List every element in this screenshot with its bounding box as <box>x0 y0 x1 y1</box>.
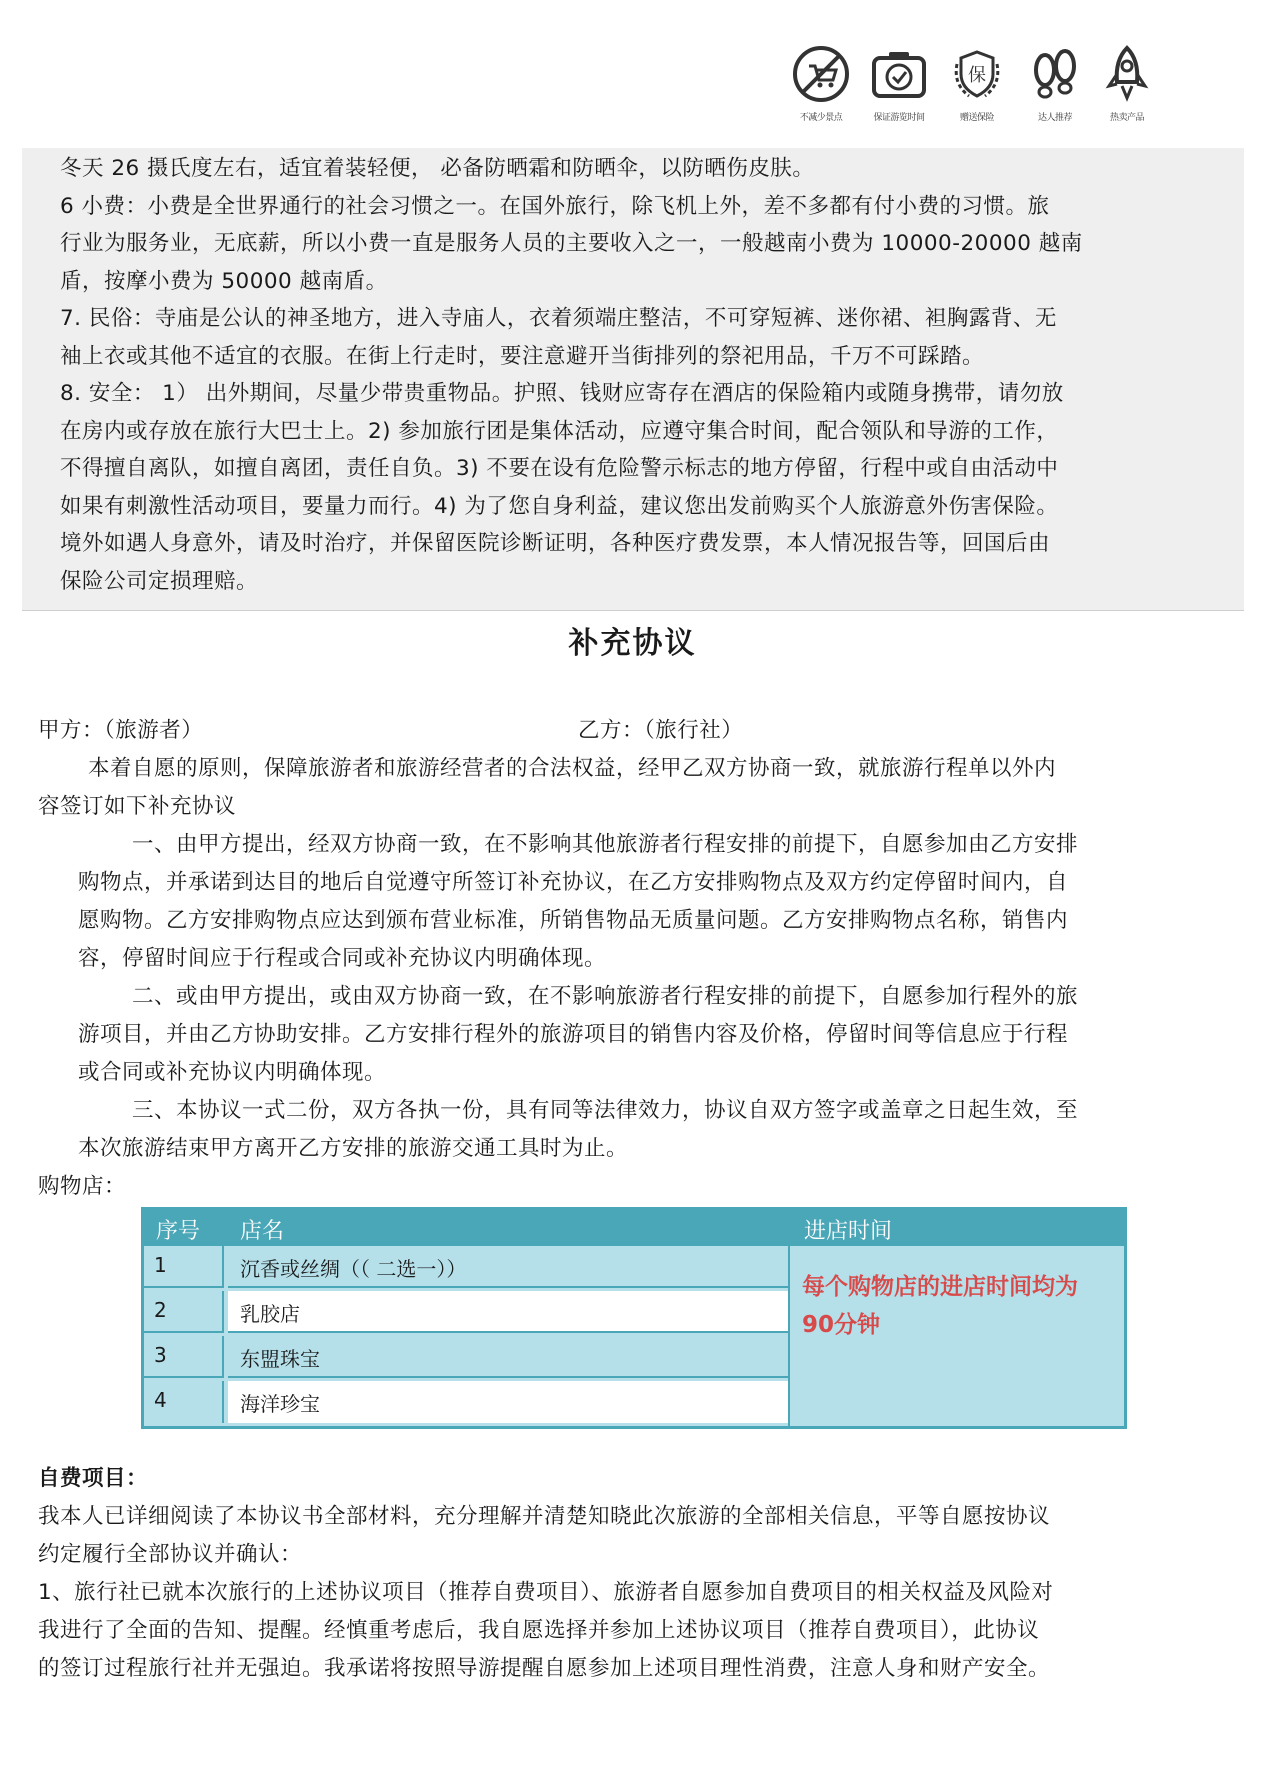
badge-label: 热卖产品 <box>1109 113 1144 123</box>
notice-line: 6 小费：小费是全世界通行的社会习惯之一。在国外旅行，除飞机上外，差不多都有付小费的习惯。旅 <box>60 194 1050 219</box>
notice-line: 袖上衣或其他不适宜的衣服。在街上行走时，要注意避开当街排列的祭祀用品，千万不可踩踏。 <box>60 344 985 369</box>
no-shopping-icon <box>791 44 851 104</box>
party-a: 甲方：（旅游者） <box>38 718 204 743</box>
row-number: 4 <box>144 1381 224 1423</box>
notice-line: 不得擅自离队，如擅自离团，责任自负。3) 不要在设有危险警示标志的地方停留，行程中或自由活动中 <box>60 456 1059 481</box>
self-pay-line: 我进行了全面的告知、提醒。经慎重考虑后，我自愿选择并参加上述协议项目（推荐自费项目），此协议 <box>38 1618 1040 1643</box>
row-number: 2 <box>144 1291 224 1333</box>
clause-line: 愿购物。乙方安排购物点应达到颁布营业标准，所销售物品无质量问题。乙方安排购物点名称，销售内 <box>78 908 1069 933</box>
badge-label: 不减少景点 <box>799 113 843 123</box>
self-pay-line: 1、旅行社已就本次旅行的上述协议项目（推荐自费项目）、旅游者自愿参加自费项目的相关权益及风险对 <box>38 1580 1054 1605</box>
notice-line: 在房内或存放在旅行大巴士上。2) 参加旅行团是集体活动，应遵守集合时间，配合领队和导游的工作， <box>60 419 1059 444</box>
row-number: 3 <box>144 1336 224 1378</box>
travel-notice-box <box>22 148 1244 611</box>
footprints-icon <box>1025 44 1085 104</box>
table-row <box>144 1291 788 1333</box>
notice-line: 8. 安全： 1） 出外期间，尽量少带贵重物品。护照、钱财应寄存在酒店的保险箱内或随身携带，请勿放 <box>60 381 1064 406</box>
table-header <box>144 1210 1124 1246</box>
entry-time-note-line: 90分钟 <box>802 1312 881 1338</box>
party-b: 乙方：（旅行社） <box>578 718 744 743</box>
notice-line: 冬天 26 摄氏度左右，适宜着装轻便， 必备防晒霜和防晒伞，以防晒伤皮肤。 <box>60 156 815 181</box>
clause-line: 二、或由甲方提出，或由双方协商一致，在不影响旅游者行程安排的前提下，自愿参加行程外的旅 <box>132 984 1079 1009</box>
camera-check-icon <box>869 44 929 104</box>
clause-line: 容，停留时间应于行程或合同或补充协议内明确体现。 <box>78 946 607 971</box>
page-title: 补充协议 <box>568 626 697 661</box>
shop-table <box>141 1207 1127 1429</box>
self-pay-line: 约定履行全部协议并确认： <box>38 1542 303 1567</box>
entry-time-note-line: 每个购物店的进店时间均为 <box>802 1274 1078 1300</box>
badge-insurance <box>942 44 1012 132</box>
table-row <box>144 1336 788 1378</box>
self-pay-line: 我本人已详细阅读了本协议书全部材料，充分理解并清楚知晓此次旅游的全部相关信息，平等自愿按协议 <box>38 1504 1051 1529</box>
notice-line: 境外如遇人身意外，请及时治疗，并保留医院诊断证明，各种医疗费发票，本人情况报告等，回国后由 <box>60 531 1051 556</box>
badge-no-shopping <box>786 44 856 132</box>
header-number: 序号 <box>156 1219 201 1244</box>
table-row <box>144 1381 788 1423</box>
notice-line: 盾，按摩小费为 50000 越南盾。 <box>60 269 388 294</box>
clause-line: 购物点，并承诺到达目的地后自觉遵守所签订补充协议，在乙方安排购物点及双方约定停留时间内，自 <box>78 870 1069 895</box>
badge-hot <box>1092 44 1162 132</box>
notice-line: 行业为服务业，无底薪，所以小费一直是服务人员的主要收入之一，一般越南小费为 10000-20000 越南 <box>60 231 1083 256</box>
intro-line: 本着自愿的原则，保障旅游者和旅游经营者的合法权益，经甲乙双方协商一致，就旅游行程单以外内 <box>88 756 1057 781</box>
badge-label: 达人推荐 <box>1037 113 1072 123</box>
clause-line: 本次旅游结束甲方离开乙方安排的旅游交通工具时为止。 <box>78 1136 629 1161</box>
notice-line: 7. 民俗：寺庙是公认的神圣地方，进入寺庙人，衣着须端庄整洁，不可穿短裤、迷你裙、袒胸露背、无 <box>60 306 1057 331</box>
badge-time <box>864 44 934 132</box>
clause-line: 游项目，并由乙方协助安排。乙方安排行程外的旅游项目的销售内容及价格，停留时间等信息应于行程 <box>78 1022 1069 1047</box>
badge-label: 赠送保险 <box>959 113 994 123</box>
self-pay-heading: 自费项目： <box>38 1466 149 1491</box>
clause-line: 三、本协议一式二份，双方各执一份，具有同等法律效力，协议自双方签字或盖章之日起生效，至 <box>132 1098 1079 1123</box>
intro-line: 容签订如下补充协议 <box>38 794 237 819</box>
clause-line: 或合同或补充协议内明确体现。 <box>78 1060 387 1085</box>
clause-line: 一、由甲方提出，经双方协商一致，在不影响其他旅游者行程安排的前提下，自愿参加由乙方安排 <box>132 832 1079 857</box>
header-entry-time: 进店时间 <box>804 1219 893 1244</box>
rocket-icon <box>1097 44 1157 104</box>
notice-line: 如果有刺激性活动项目，要量力而行。4) 为了您自身利益，建议您出发前购买个人旅游意外伤害保险。 <box>60 494 1059 519</box>
row-shop-name: 乳胶店 <box>228 1291 788 1333</box>
row-shop-name: 海洋珍宝 <box>228 1381 788 1423</box>
row-shop-name: 沉香或丝绸（（ 二选一）） <box>228 1246 788 1288</box>
row-number: 1 <box>144 1246 224 1288</box>
badge-label: 保证游览时间 <box>873 113 925 123</box>
notice-line: 保险公司定损理赔。 <box>60 569 259 594</box>
svg-text:保: 保 <box>968 65 986 86</box>
row-shop-name: 东盟珠宝 <box>228 1336 788 1378</box>
feature-badges <box>786 44 1162 132</box>
self-pay-line: 的签订过程旅行社并无强迫。我承诺将按照导游提醒自愿参加上述项目理性消费，注意人身和财产安全。 <box>38 1656 1051 1681</box>
entry-time-note <box>788 1246 1124 1426</box>
shops-label: 购物店： <box>38 1174 127 1199</box>
badge-recommend <box>1020 44 1090 132</box>
insurance-icon <box>947 44 1007 104</box>
header-shop-name: 店名 <box>240 1219 285 1244</box>
table-row <box>144 1246 788 1288</box>
